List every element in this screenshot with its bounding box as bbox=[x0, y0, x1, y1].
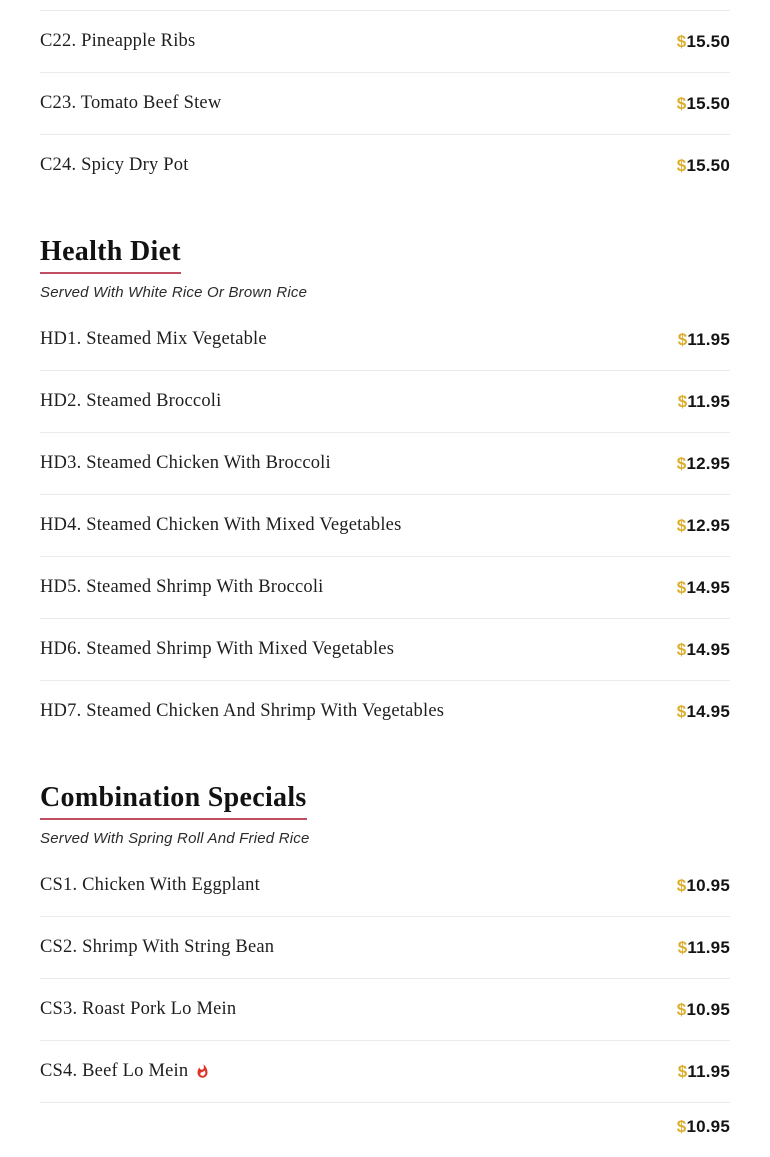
price-amount: 10.95 bbox=[686, 999, 730, 1019]
menu-item-price bbox=[678, 1062, 730, 1082]
menu-item-price bbox=[678, 938, 730, 958]
menu-item-name: CS2. Shrimp With String Bean bbox=[40, 937, 275, 958]
currency-symbol: $ bbox=[677, 391, 688, 411]
price-amount: 15.50 bbox=[686, 31, 730, 51]
price-amount: 10.95 bbox=[686, 875, 730, 895]
menu-item-name: HD4. Steamed Chicken With Mixed Vegetables bbox=[40, 515, 402, 536]
currency-symbol: $ bbox=[676, 1117, 687, 1137]
section-c-items bbox=[40, 11, 730, 196]
currency-symbol: $ bbox=[676, 155, 687, 175]
menu-item-row[interactable] bbox=[40, 73, 730, 135]
currency-symbol: $ bbox=[676, 31, 687, 51]
menu-item-row[interactable] bbox=[40, 681, 730, 742]
currency-symbol: $ bbox=[676, 999, 687, 1019]
menu-item-price bbox=[678, 330, 730, 350]
currency-symbol: $ bbox=[676, 577, 687, 597]
menu-item-price bbox=[677, 516, 730, 536]
menu-item-row[interactable] bbox=[40, 135, 730, 196]
menu-item-name: HD3. Steamed Chicken With Broccoli bbox=[40, 453, 331, 474]
menu-item-row-partial[interactable] bbox=[40, 1103, 730, 1157]
section-title-text: Health Diet bbox=[40, 236, 181, 274]
section-title-text: Combination Specials bbox=[40, 782, 307, 820]
section-subtitle: Served With Spring Roll And Fried Rice bbox=[40, 830, 310, 848]
menu-item-name: HD6. Steamed Shrimp With Mixed Vegetables bbox=[40, 639, 395, 660]
currency-symbol: $ bbox=[676, 701, 687, 721]
menu-page bbox=[0, 10, 770, 1157]
menu-item-price bbox=[677, 1117, 730, 1137]
section-combination-specials bbox=[40, 782, 730, 1157]
menu-item-price bbox=[678, 392, 730, 412]
menu-item-name: C23. Tomato Beef Stew bbox=[40, 93, 222, 113]
spicy-flame-icon bbox=[195, 1064, 210, 1079]
menu-item-price bbox=[677, 32, 730, 52]
menu-item-name: HD2. Steamed Broccoli bbox=[40, 391, 222, 412]
section-title bbox=[40, 782, 730, 820]
menu-item-row[interactable] bbox=[40, 433, 730, 495]
menu-item-price bbox=[677, 1000, 730, 1020]
menu-item-row[interactable] bbox=[40, 557, 730, 619]
price-amount: 12.95 bbox=[686, 453, 730, 473]
menu-item-row[interactable] bbox=[40, 917, 730, 979]
currency-symbol: $ bbox=[676, 515, 687, 535]
menu-item-row[interactable] bbox=[40, 495, 730, 557]
currency-symbol: $ bbox=[676, 93, 687, 113]
menu-item-name-text: CS4. Beef Lo Mein bbox=[40, 1061, 189, 1082]
menu-item-price bbox=[677, 702, 730, 722]
menu-item-row[interactable] bbox=[40, 619, 730, 681]
currency-symbol: $ bbox=[676, 875, 687, 895]
section-health-diet bbox=[40, 236, 730, 742]
currency-symbol: $ bbox=[677, 329, 688, 349]
menu-item-row[interactable] bbox=[40, 979, 730, 1041]
section-subtitle: Served With White Rice Or Brown Rice bbox=[40, 284, 308, 302]
currency-symbol: $ bbox=[676, 639, 687, 659]
menu-item-row[interactable] bbox=[40, 309, 730, 371]
menu-item-price bbox=[677, 454, 730, 474]
price-amount: 15.50 bbox=[686, 155, 730, 175]
menu-item-row[interactable] bbox=[40, 1041, 730, 1103]
menu-item-name: HD7. Steamed Chicken And Shrimp With Vegetables bbox=[40, 701, 445, 722]
currency-symbol: $ bbox=[677, 937, 688, 957]
currency-symbol: $ bbox=[677, 1061, 688, 1081]
menu-item-row[interactable] bbox=[40, 11, 730, 73]
menu-item-price bbox=[677, 578, 730, 598]
menu-item-price bbox=[677, 640, 730, 660]
menu-item-row[interactable] bbox=[40, 855, 730, 917]
menu-item-name bbox=[40, 1061, 210, 1082]
price-amount: 11.95 bbox=[687, 391, 730, 411]
menu-item-price bbox=[677, 876, 730, 896]
price-amount: 12.95 bbox=[686, 515, 730, 535]
price-amount: 15.50 bbox=[686, 93, 730, 113]
menu-item-name: CS3. Roast Pork Lo Mein bbox=[40, 999, 237, 1020]
section-title bbox=[40, 236, 730, 274]
price-amount: 11.95 bbox=[687, 1061, 730, 1081]
menu-item-name: CS1. Chicken With Eggplant bbox=[40, 875, 260, 896]
price-amount: 14.95 bbox=[686, 577, 730, 597]
menu-item-price bbox=[677, 94, 730, 114]
price-amount: 14.95 bbox=[686, 639, 730, 659]
currency-symbol: $ bbox=[676, 453, 687, 473]
menu-item-name: HD1. Steamed Mix Vegetable bbox=[40, 329, 267, 350]
menu-item-name: HD5. Steamed Shrimp With Broccoli bbox=[40, 577, 324, 598]
menu-item-price bbox=[677, 156, 730, 176]
price-amount: 10.95 bbox=[686, 1117, 730, 1137]
menu-item-name: C24. Spicy Dry Pot bbox=[40, 155, 189, 175]
price-amount: 14.95 bbox=[686, 701, 730, 721]
price-amount: 11.95 bbox=[687, 937, 730, 957]
menu-item-name: C22. Pineapple Ribs bbox=[40, 31, 196, 51]
price-amount: 11.95 bbox=[687, 329, 730, 349]
menu-item-row[interactable] bbox=[40, 371, 730, 433]
